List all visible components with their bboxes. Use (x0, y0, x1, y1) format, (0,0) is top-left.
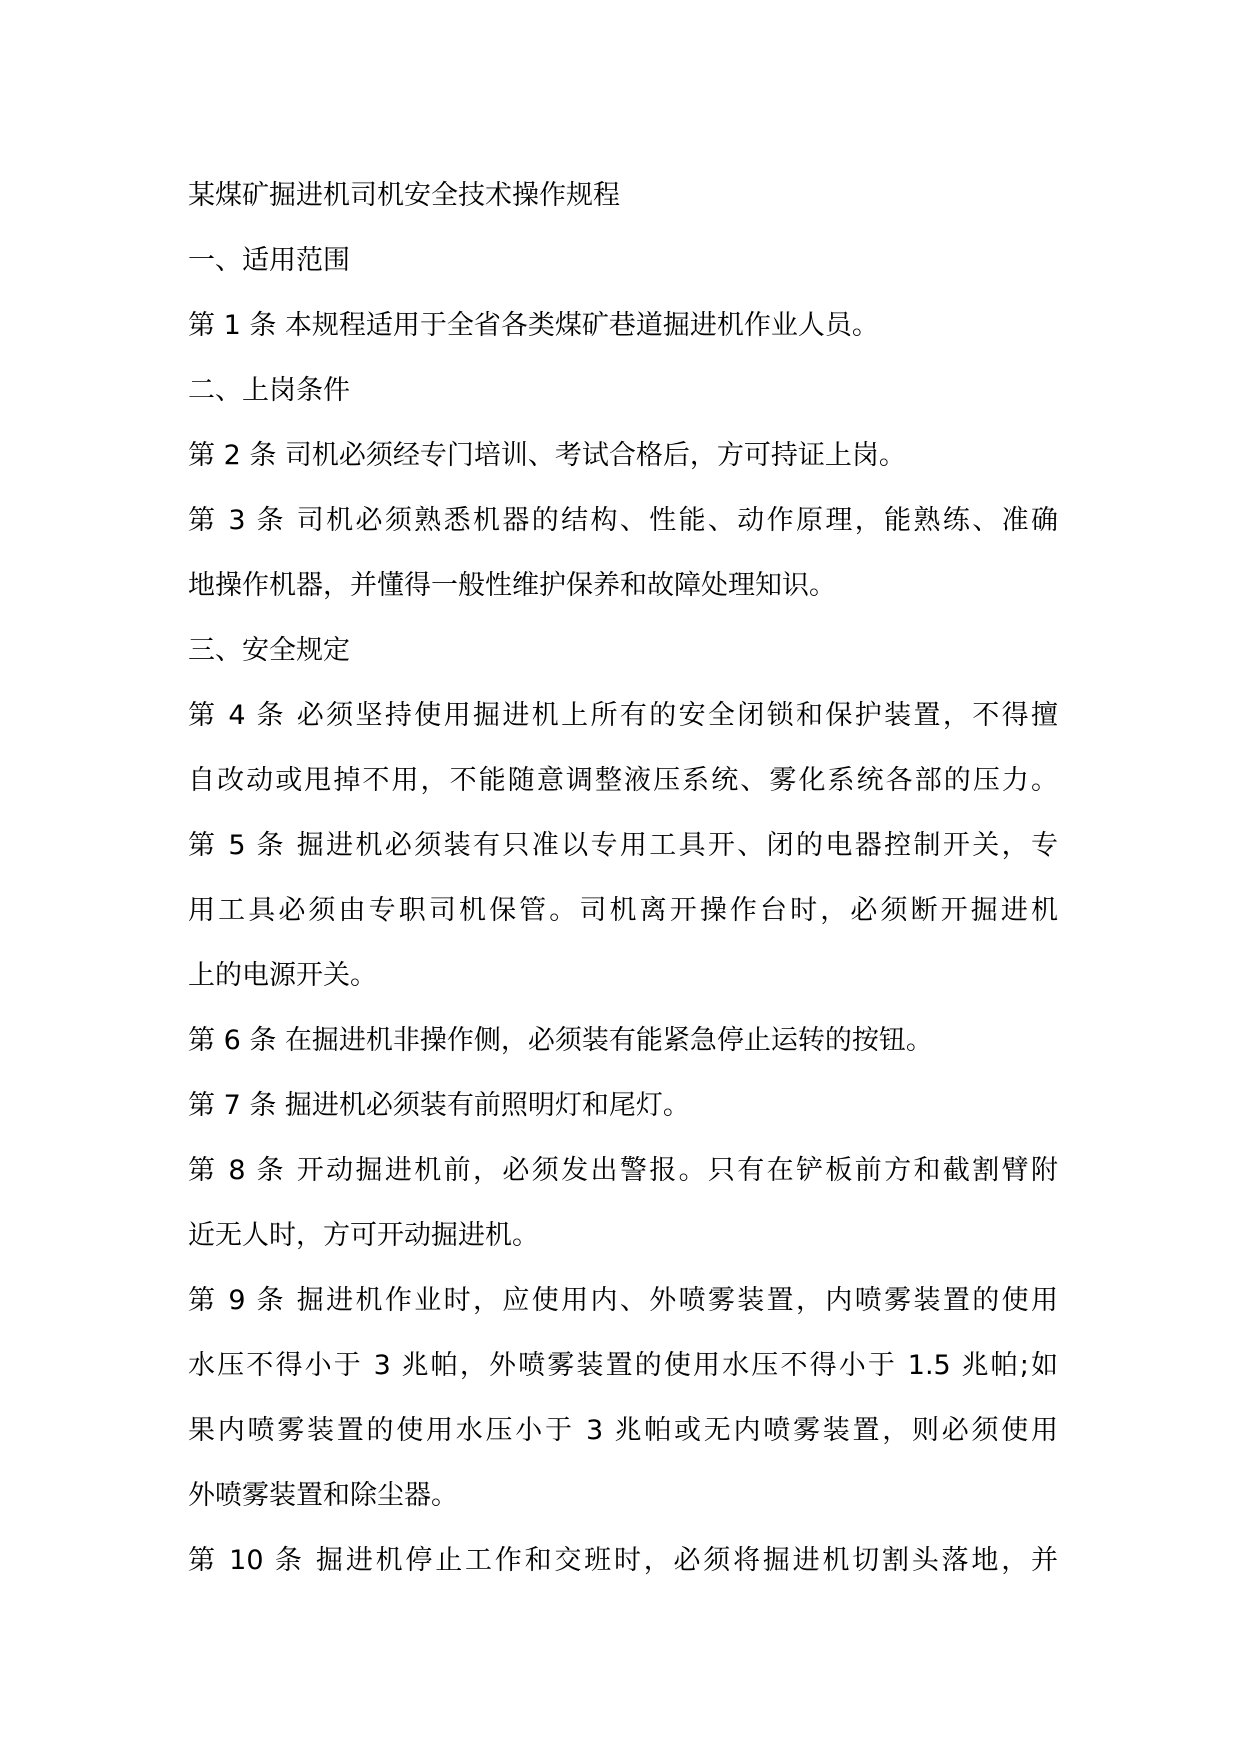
document-body (188, 163, 1058, 1593)
article-5-line-1: 第 5 条 掘进机必须装有只准以专用工具开、闭的电器控制开关，专 (188, 830, 1058, 861)
article-10-line-1: 第 10 条 掘进机停止工作和交班时，必须将掘进机切割头落地，并 (188, 1545, 1058, 1576)
article-9-line-3: 果内喷雾装置的使用水压小于 3 兆帕或无内喷雾装置，则必须使用 (188, 1415, 1058, 1446)
article-4-line-2: 自改动或甩掉不用，不能随意调整液压系统、雾化系统各部的压力。 (188, 765, 1058, 796)
article-5-line-2: 用工具必须由专职司机保管。司机离开操作台时，必须断开掘进机 (188, 895, 1058, 926)
article-4-line-1: 第 4 条 必须坚持使用掘进机上所有的安全闭锁和保护装置，不得擅 (188, 700, 1058, 731)
article-2: 第 2 条 司机必须经专门培训、考试合格后，方可持证上岗。 (188, 440, 906, 471)
article-9-line-2: 水压不得小于 3 兆帕，外喷雾装置的使用水压不得小于 1.5 兆帕;如 (188, 1350, 1058, 1381)
article-6: 第 6 条 在掘进机非操作侧，必须装有能紧急停止运转的按钮。 (188, 1025, 933, 1056)
article-1: 第 1 条 本规程适用于全省各类煤矿巷道掘进机作业人员。 (188, 310, 879, 341)
article-9-line-4: 外喷雾装置和除尘器。 (188, 1480, 458, 1511)
article-3-line-1: 第 3 条 司机必须熟悉机器的结构、性能、动作原理，能熟练、准确 (188, 505, 1058, 536)
article-9-line-1: 第 9 条 掘进机作业时，应使用内、外喷雾装置，内喷雾装置的使用 (188, 1285, 1058, 1316)
article-7: 第 7 条 掘进机必须装有前照明灯和尾灯。 (188, 1090, 690, 1121)
article-8-line-2: 近无人时，方可开动掘进机。 (188, 1220, 539, 1251)
article-3-line-2: 地操作机器，并懂得一般性维护保养和故障处理知识。 (188, 570, 836, 601)
article-8-line-1: 第 8 条 开动掘进机前，必须发出警报。只有在铲板前方和截割臂附 (188, 1155, 1058, 1186)
document-title: 某煤矿掘进机司机安全技术操作规程 (188, 180, 620, 211)
section-heading-safety: 三、安全规定 (188, 635, 350, 666)
article-5-line-3: 上的电源开关。 (188, 960, 377, 991)
section-heading-scope: 一、适用范围 (188, 245, 350, 276)
section-heading-qualification: 二、上岗条件 (188, 375, 350, 406)
